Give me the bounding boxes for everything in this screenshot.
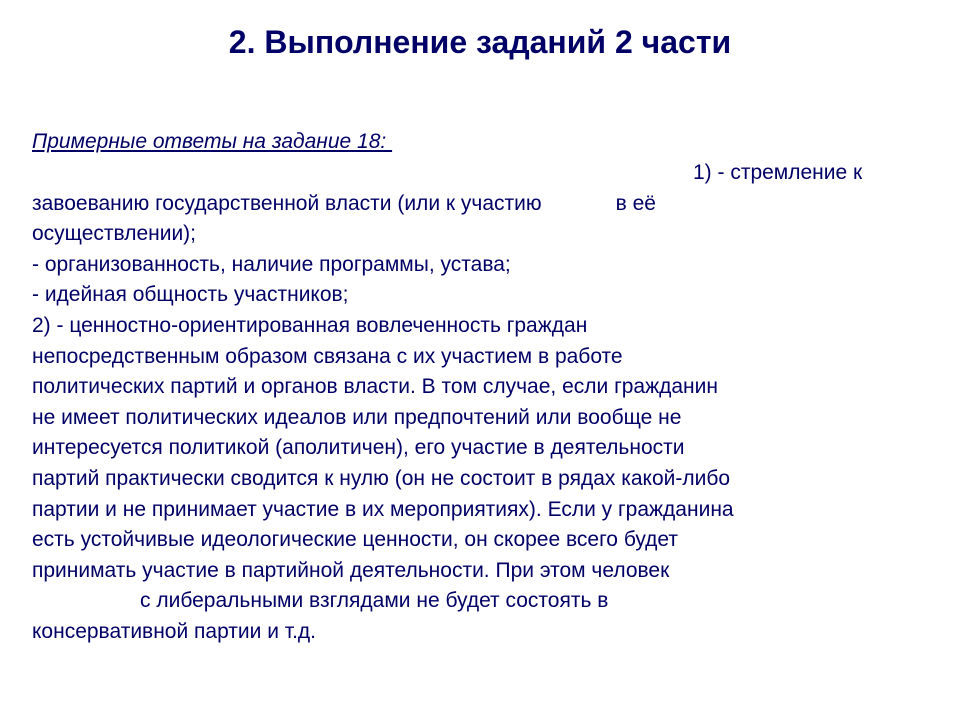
answer-line: осуществлении);	[32, 222, 197, 246]
answer-line: - организованность, наличие программы, устава;	[32, 252, 511, 276]
answer-line: не имеет политических идеалов или предпочтений или вообще не	[32, 405, 682, 429]
answer-line: с либеральными взглядами не будет состоять в	[140, 589, 609, 613]
answer-line: - идейная общность участников;	[32, 283, 349, 307]
answer-line: консервативной партии и т.д.	[32, 619, 317, 643]
answer-line-part: завоеванию государственной власти (или к участию	[32, 191, 542, 215]
answer-line: партии и не принимает участие в их мероприятиях). Если у гражданина	[32, 497, 734, 521]
answers-subtitle: Примерные ответы на задание 18:	[32, 130, 393, 153]
answer-line	[32, 189, 932, 220]
answer-line: 1) - стремление к	[693, 161, 863, 184]
answer-line: интересуется политикой (аполитичен), его участие в деятельности	[32, 436, 685, 460]
answer-line: есть устойчивые идеологические ценности, он скорее всего будет	[32, 528, 679, 552]
answer-line: партий практически сводится к нулю (он не состоит в рядах какой-либо	[32, 466, 731, 490]
answer-line: непосредственным образом связана с их участием в работе	[32, 344, 623, 368]
answer-body	[32, 158, 932, 648]
answer-line: принимать участие в партийной деятельности. При этом человек	[32, 558, 670, 582]
answer-line: политических партий и органов власти. В том случае, если гражданин	[32, 375, 718, 399]
slide-title: 2. Выполнение заданий 2 части	[228, 24, 732, 60]
answer-line-part: в её	[615, 191, 656, 215]
answer-line: 2) - ценностно-ориентированная вовлеченность граждан	[32, 313, 588, 337]
